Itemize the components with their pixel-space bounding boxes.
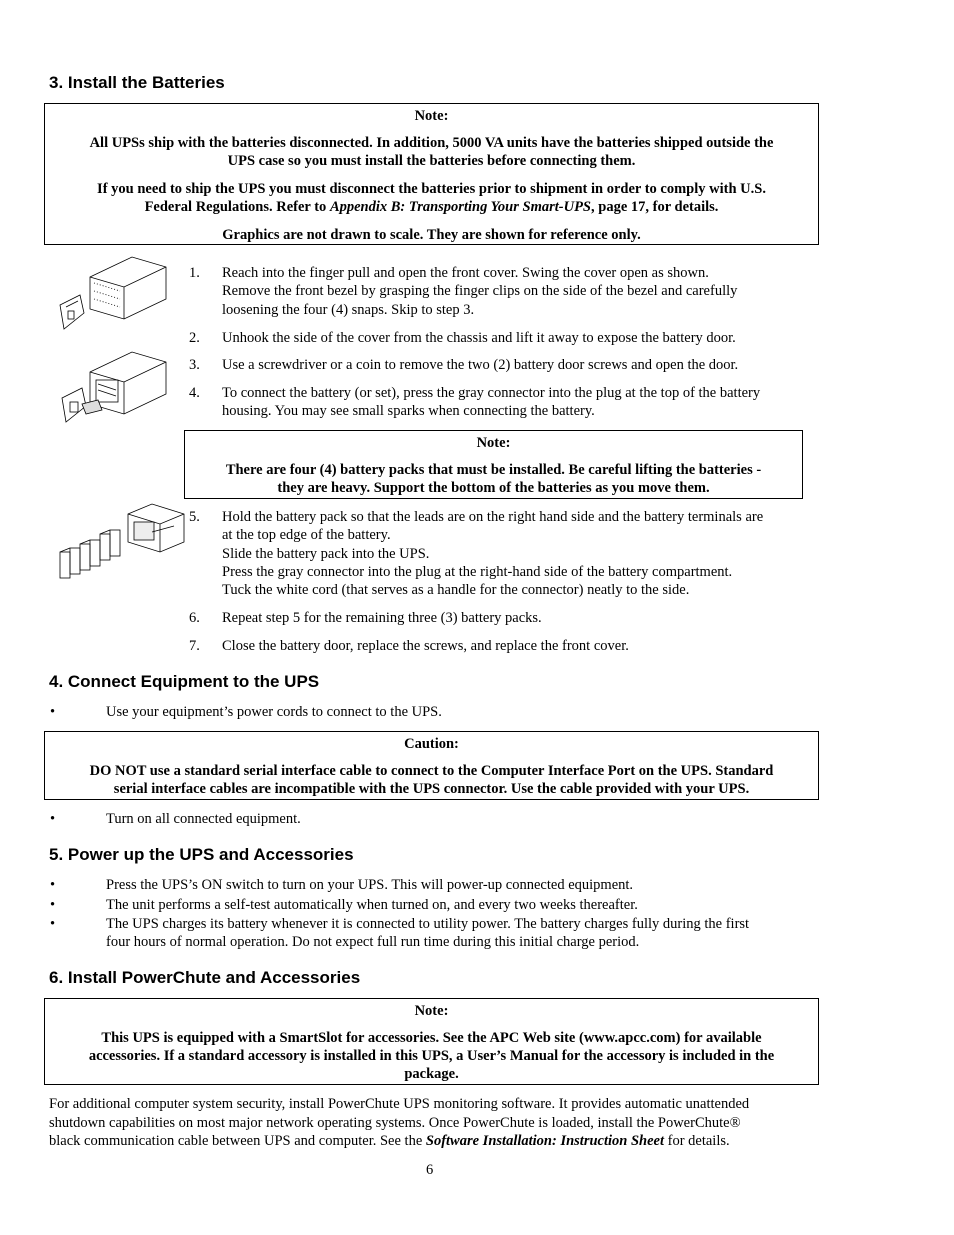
section-heading-power-up: 5. Power up the UPS and Accessories — [49, 845, 354, 864]
page-number: 6 — [426, 1162, 434, 1178]
note-text: Graphics are not drawn to scale. They are shown for reference only. — [222, 227, 641, 243]
note-heading: Note: — [414, 1003, 449, 1019]
section-heading-install-batteries: 3. Install the Batteries — [49, 73, 225, 92]
caution-box — [44, 731, 819, 800]
ups-front-cover-illustration — [58, 255, 170, 333]
note-text: There are four (4) battery packs that must be installed. Be careful lifting the batteries - they are heavy. Support the bottom of the batteries as you move them. — [225, 462, 762, 496]
section-heading-install-powerchute: 6. Install PowerChute and Accessories — [49, 968, 361, 987]
caution-text: DO NOT use a standard serial interface cable to connect to the Computer Interface Port on the UPS. Standard serial interface cables are incompatible with the UPS connector. Use the cable provided with your UPS. — [89, 763, 774, 797]
section-heading-connect-equipment: 4. Connect Equipment to the UPS — [49, 672, 320, 691]
battery-packs-illustration — [56, 500, 186, 588]
note-heading: Note: — [476, 435, 511, 451]
caution-heading: Caution: — [404, 736, 459, 752]
note-heading: Note: — [414, 108, 449, 124]
ups-battery-door-illustration — [58, 350, 170, 428]
note-text: This UPS is equipped with a SmartSlot for accessories. See the APC Web site (www.apcc.com) for available accessories. If a standard accessory is installed in this UPS, a User’s Manual for the accessory is included in the package. — [88, 1030, 775, 1082]
note-box-smartslot — [44, 998, 819, 1085]
note-box-battery-packs — [184, 430, 803, 499]
note-text: All UPSs ship with the batteries disconnected. In addition, 5000 VA units have the batteries shipped outside the UPS case so you must install the batteries before connecting them. — [89, 135, 774, 169]
note-text: If you need to ship the UPS you must disconnect the batteries prior to shipment in order to comply with U.S. Federal Regulations. Refer to Appendix B: Transporting Your Smart-UPS, page 17, for details. — [97, 181, 766, 215]
note-box-batteries — [44, 103, 819, 245]
closing-paragraph: For additional computer system security, install PowerChute UPS monitoring software. It provides automatic unattended shutdown capabilities on most major network operating systems. Once PowerChute is loaded, install the PowerChute® black communication cable between UPS and computer. See the Software Installation: Instruction Sheet for details. — [49, 1096, 750, 1149]
